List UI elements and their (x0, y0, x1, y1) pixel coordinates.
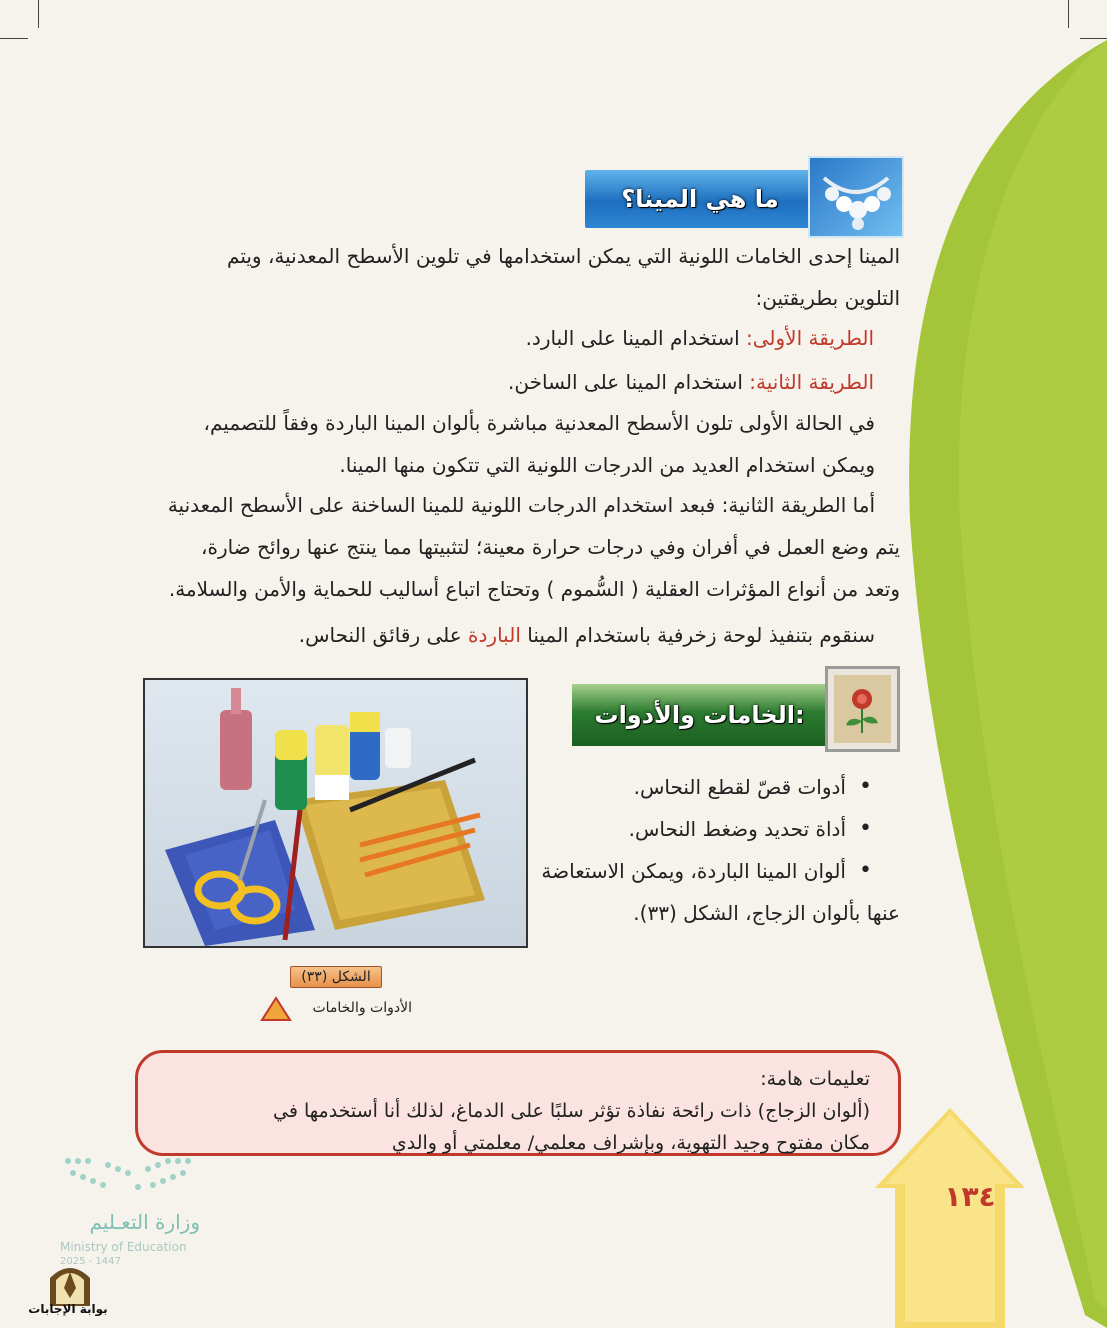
method-second-text: استخدام المينا على الساخن. (508, 370, 750, 394)
section-title: ما هي المينا؟ (621, 185, 779, 213)
ministry-english: Ministry of Education (60, 1240, 187, 1254)
project-sentence-highlight: الباردة (468, 623, 521, 647)
ministry-logo-icon (60, 1155, 200, 1205)
watermark-logo (40, 1258, 100, 1308)
materials-continuation: عنها بألوان الزجاج، الشكل (٣٣). (633, 901, 900, 925)
tools-photo (143, 678, 528, 948)
figure-tag: الشكل (٣٣) (290, 966, 382, 988)
method-first (300, 316, 874, 360)
intro-line-1: المينا إحدى الخامات اللونية التي يمكن استخدامها في تلوين الأسطح المعدنية، ويتم (227, 244, 900, 268)
note-title: تعليمات هامة: (760, 1068, 870, 1090)
first-case-line-1: في الحالة الأولى تلون الأسطح المعدنية مباشرة بألوان المينا الباردة وفقاً للتصميم، (203, 411, 875, 435)
method-second-label: الطريقة الثانية: (749, 370, 874, 394)
methods-list (300, 316, 874, 404)
project-sentence (200, 614, 875, 656)
first-case-paragraph (135, 402, 875, 486)
crop-mark (38, 0, 39, 28)
page-number: ١٣٤ (944, 1180, 996, 1213)
pen-nib-icon (40, 1258, 100, 1308)
materials-list (540, 766, 878, 892)
materials-list-container (540, 766, 878, 892)
materials-title: الخامات والأدوات: (594, 701, 805, 729)
figure-caption: الأدوات والخامات (312, 1000, 412, 1016)
crop-mark (0, 38, 28, 39)
materials-title-banner (572, 684, 827, 746)
ministry-year: 2025 - 1447 (60, 1256, 121, 1267)
second-method-paragraph (135, 484, 900, 610)
materials-item: • أداة تحديد وضغط النحاس. (540, 808, 878, 850)
materials-item: • ألوان المينا الباردة، ويمكن الاستعاضة (540, 850, 878, 892)
method-second (300, 360, 874, 404)
method-first-label: الطريقة الأولى: (746, 326, 874, 350)
project-sentence-after: على رقائق النحاس. (298, 623, 469, 647)
intro-line-2: التلوين بطريقتين: (755, 286, 900, 310)
second-method-line-2: يتم وضع العمل في أفران وفي درجات حرارة معينة؛ لتثبيتها مما ينتج عنها روائح ضارة، (201, 535, 900, 559)
second-method-line-1: أما الطريقة الثانية: فبعد استخدام الدرجات اللونية للمينا الساخنة على الأسطح المعدنية (167, 493, 875, 517)
materials-item: • أدوات قصّ لقطع النحاس. (540, 766, 878, 808)
intro-paragraph (135, 235, 900, 319)
section-title-banner (585, 170, 815, 228)
important-note-box (135, 1050, 901, 1156)
method-first-text: استخدام المينا على البارد. (525, 326, 747, 350)
note-line-2: مكان مفتوح وجيد التهوية، وبإشراف معلمي/ معلمتي أو والدي (391, 1132, 870, 1154)
note-line-1: (ألوان الزجاج) ذات رائحة نفاذة تؤثر سلبًا على الدماغ، لذلك أنا أستخدمها في (273, 1100, 870, 1122)
necklace-image (808, 156, 904, 238)
watermark-label: بوابة الإجابات (28, 1302, 108, 1316)
ministry-arabic: وزارة التعـليم (89, 1210, 200, 1234)
warning-triangle-icon (260, 996, 292, 1022)
project-sentence-before: سنقوم بتنفيذ لوحة زخرفية باستخدام المينا (520, 623, 875, 647)
second-method-line-3: وتعد من أنواع المؤثرات العقلية ( السُّموم ) وتحتاج اتباع أساليب للحماية والأمن والسلامة. (168, 577, 900, 601)
page-number-house-shape (875, 1108, 1025, 1328)
first-case-line-2: ويمكن استخدام العديد من الدرجات اللونية التي تتكون منها المينا. (339, 453, 875, 477)
flower-image (825, 666, 900, 752)
